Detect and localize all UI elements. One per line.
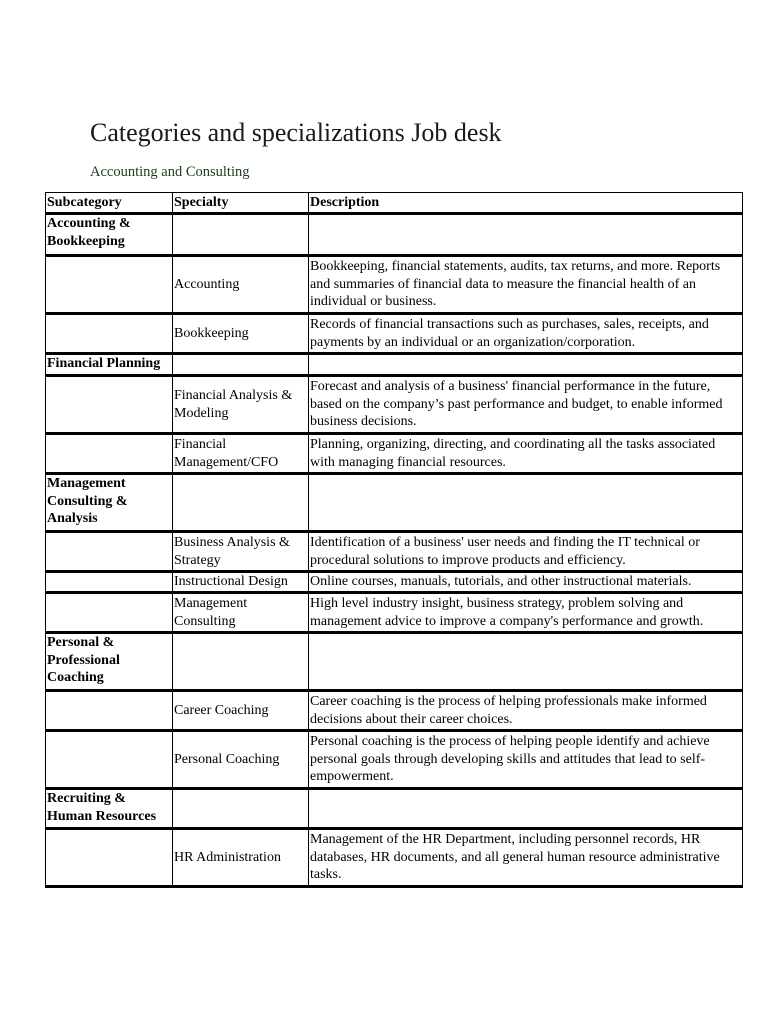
- category-row: [46, 633, 743, 691]
- subcategory-cell: [46, 532, 173, 572]
- subcategory-cell: [46, 593, 173, 633]
- subcategory-cell: Recruiting & Human Resources: [46, 789, 173, 829]
- table-row: [46, 532, 743, 572]
- specialty-cell: Accounting: [173, 256, 309, 314]
- subcategory-cell: Management Consulting & Analysis: [46, 474, 173, 532]
- subcategory-cell: [46, 572, 173, 593]
- specialty-cell: Financial Analysis & Modeling: [173, 376, 309, 434]
- table-row: [46, 376, 743, 434]
- description-cell: Online courses, manuals, tutorials, and other instructional materials.: [309, 572, 743, 593]
- specialty-cell: Financial Management/CFO: [173, 434, 309, 474]
- subcategory-cell: [46, 256, 173, 314]
- table-header-row: [46, 193, 743, 214]
- section-heading: Accounting and Consulting: [90, 164, 250, 180]
- table-row: [46, 731, 743, 789]
- header-description: Description: [309, 193, 743, 214]
- subcategory-cell: [46, 731, 173, 789]
- table-row: [46, 256, 743, 314]
- description-cell: Forecast and analysis of a business' financial performance in the future, based on the company’s past performance and budget, to enable informed business decisions.: [309, 376, 743, 434]
- description-cell: [309, 633, 743, 691]
- description-cell: Records of financial transactions such as purchases, sales, receipts, and payments by an individual or an organization/corporation.: [309, 314, 743, 354]
- specialty-cell: [173, 354, 309, 376]
- subcategory-cell: [46, 434, 173, 474]
- specialty-cell: [173, 474, 309, 532]
- table-row: [46, 572, 743, 593]
- category-row: [46, 474, 743, 532]
- table-body: [46, 214, 743, 887]
- specialty-cell: Instructional Design: [173, 572, 309, 593]
- description-cell: [309, 474, 743, 532]
- specialty-cell: HR Administration: [173, 829, 309, 887]
- specialty-cell: [173, 633, 309, 691]
- specialty-cell: [173, 214, 309, 256]
- description-cell: [309, 214, 743, 256]
- specialty-cell: Personal Coaching: [173, 731, 309, 789]
- table-row: [46, 314, 743, 354]
- subcategory-cell: Personal & Professional Coaching: [46, 633, 173, 691]
- specialty-cell: Bookkeeping: [173, 314, 309, 354]
- subcategory-cell: [46, 691, 173, 731]
- subcategory-cell: [46, 314, 173, 354]
- table-row: [46, 691, 743, 731]
- description-cell: High level industry insight, business strategy, problem solving and management advice to improve a company's performance and growth.: [309, 593, 743, 633]
- subcategory-cell: Financial Planning: [46, 354, 173, 376]
- specialty-cell: Business Analysis & Strategy: [173, 532, 309, 572]
- description-cell: [309, 789, 743, 829]
- specialty-cell: [173, 789, 309, 829]
- table-row: [46, 829, 743, 887]
- category-row: [46, 354, 743, 376]
- category-row: [46, 214, 743, 256]
- specializations-table: [45, 192, 743, 888]
- specialty-cell: Career Coaching: [173, 691, 309, 731]
- specialty-cell: Management Consulting: [173, 593, 309, 633]
- table-row: [46, 434, 743, 474]
- description-cell: Management of the HR Department, including personnel records, HR databases, HR documents, and all general human resource administrative tasks.: [309, 829, 743, 887]
- subcategory-cell: Accounting & Bookkeeping: [46, 214, 173, 256]
- header-subcategory: Subcategory: [46, 193, 173, 214]
- subcategory-cell: [46, 829, 173, 887]
- category-row: [46, 789, 743, 829]
- description-cell: Bookkeeping, financial statements, audits, tax returns, and more. Reports and summaries of financial data to measure the financial health of an individual or business.: [309, 256, 743, 314]
- description-cell: Personal coaching is the process of helping people identify and achieve personal goals through developing skills and attitudes that lead to self-empowerment.: [309, 731, 743, 789]
- header-specialty: Specialty: [173, 193, 309, 214]
- table-row: [46, 593, 743, 633]
- description-cell: [309, 354, 743, 376]
- description-cell: Career coaching is the process of helping professionals make informed decisions about their career choices.: [309, 691, 743, 731]
- description-cell: Planning, organizing, directing, and coordinating all the tasks associated with managing financial resources.: [309, 434, 743, 474]
- subcategory-cell: [46, 376, 173, 434]
- description-cell: Identification of a business' user needs and finding the IT technical or procedural solutions to improve products and efficiency.: [309, 532, 743, 572]
- page-title: Categories and specializations Job desk: [90, 118, 502, 147]
